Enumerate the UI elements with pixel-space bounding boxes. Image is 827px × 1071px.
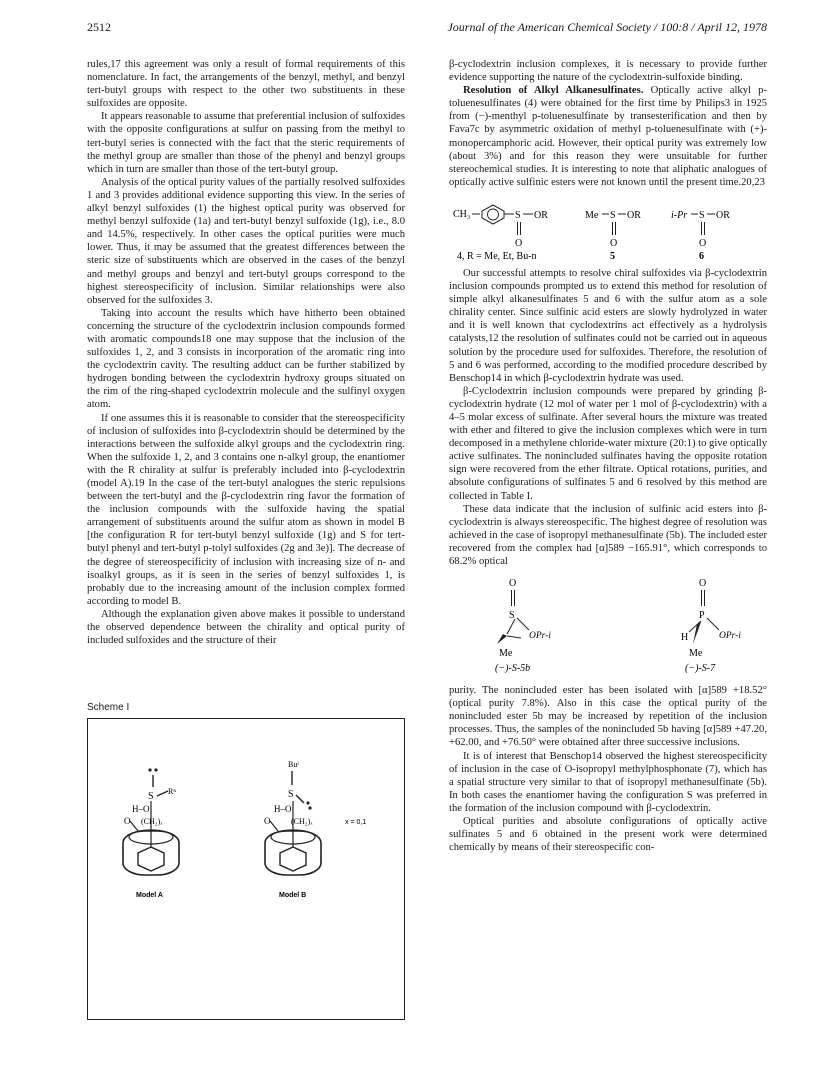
sulfinate-structures — [449, 195, 767, 263]
s7-h: H — [681, 632, 689, 644]
right-paragraph-1: β-cyclodextrin inclusion complexes, it is necessary to provide further evidence supporting the nature of the cyclodextrin-sulfoxide binding. — [449, 59, 767, 84]
model-b-but: Buᵗ — [288, 760, 299, 769]
struct4-or: OR — [534, 209, 548, 221]
model-b-label: Model B — [279, 892, 307, 899]
struct5-me: Me — [585, 209, 599, 221]
s7-me: Me — [689, 648, 703, 660]
struct6-label: 6 — [699, 250, 704, 262]
model-a-structure — [123, 768, 179, 899]
model-a-ho: H–O — [132, 804, 150, 814]
model-b-o: O — [264, 816, 271, 826]
scheme-drawing — [88, 719, 404, 1019]
struct4-s: S — [515, 209, 521, 221]
left-paragraph-3: Analysis of the optical purity values of the partially resolved sulfoxides 1 and 3 provides additional evidence supporting this view. In the series of alkyl benzyl sulfoxides (1) the highest optical purity was observed for methyl benzyl sulfoxide (1a) and tert-butyl benzyl sulfoxide (1g), i.e., 8.0 and 14.5%, respectively. In other cases the optical purities were much lower. Thus, it may be assumed that the greatest differences between the steric size of substituents which are observed in the cases of the benzyl and methyl groups and benzyl and tert-butyl groups correspond to the highest stereospecificity of inclusion. Similar relationships were also observed for the sulfoxides 3. — [87, 176, 405, 306]
s7-label: (−)-S-7 — [685, 663, 716, 675]
struct6-ipr: i-Pr — [671, 209, 688, 221]
scheme-x-note: x = 0,1 — [345, 819, 367, 826]
struct5-s: S — [610, 209, 616, 221]
struct4-o: O — [515, 237, 523, 249]
left-paragraph-2: It appears reasonable to assume that preferential inclusion of sulfoxides with the opposite configurations at sulfur on passing from the methyl to tert-butyl series is connected with the fact that the steric requirements of the methyl group are smaller than those of the phenyl and benzyl groups which in turn are smaller than those of the tert-butyl group. — [87, 111, 405, 175]
struct5-or: OR — [627, 209, 641, 221]
model-a-ch2x: (CH₂)ₓ — [141, 817, 163, 826]
model-a-sulfur: S — [148, 791, 154, 802]
left-paragraph-6: Although the explanation given above makes it possible to understand the observed dependence between the chirality and optical purity of included sulfoxides and the structure of their — [87, 608, 405, 647]
right-paragraph-4: β-Cyclodextrin inclusion compounds were prepared by grinding β-cyclodextrin hydrate (12 mol of water per 1 mol of β-cyclodextrin) with a 4–5 molar excess of sulfinate. After several hours the mixture was treated with ether and filtered to give the inclusion complexes which were in turn decomposed in a methylene chloride-water mixture (20:1) to give optically active sulfinates. The nonincluded sulfinates having the opposite rotation sign were recovered from the ether filtrate. Optical rotations, purities, and absolute configurations of sulfinates 5 and 6 resolved by this method are collected in Table I. — [449, 385, 768, 502]
struct6-or: OR — [716, 209, 730, 221]
s5b-o: O — [509, 578, 517, 590]
left-paragraph-4: Taking into account the results which have hitherto been obtained concerning the structure of the cyclodextrin inclusion compounds formed with aromatic compounds18 one may suppose that the inclusion of the sulfoxides 1, 2, and 3 consists in incorporation of the aromatic ring into the cyclodextrin cavity. The resulting adduct can be further stabilized by hydrogen bonding between the cyclodextrin hydroxy groups situated on the rim of the ring-shaped cyclodextrin molecule and the sulfinyl oxygen atom. — [87, 307, 405, 411]
s5b-label: (−)-S-5b — [495, 663, 531, 675]
s7-p: P — [699, 610, 705, 622]
model-b-structure — [264, 760, 321, 899]
s7-o: O — [699, 578, 707, 590]
struct4-ch3: CH₃ — [453, 208, 471, 220]
left-paragraph-1: rules,17 this agreement was only a result of formal requirements of this nomenclature. In fact, the arrangements of the benzyl, methyl, and benzyl tert-butyl groups with respect to the other two substituents in these sulfoxides are opposite. — [87, 59, 405, 110]
right-paragraph-6: purity. The nonincluded ester has been isolated with [α]589 +18.52° (optical purity 7.8%). Also in this case the optical purity of the nonincluded ester 5b may be increased by repetition of the inclusion processes. Thus, the samples of the nonincluded 5b having [α]589 +47.20, +62.00, and +76.50° were obtained after three successive inclusions. — [449, 685, 767, 749]
left-column — [87, 58, 405, 647]
s5b-s: S — [509, 610, 515, 622]
right-paragraph-8: Optical purities and absolute configurations of optically active sulfinates 5 and 6 obtained in the present work were determined chemically by means of their stereospecific con- — [449, 816, 767, 854]
right-paragraph-5: These data indicate that the inclusion of sulfinic acid esters into β-cyclodextrin is always stereospecific. The highest degree of resolution was achieved in the case of isopropyl methanesulfinate (5b). The included ester recovered from the complex had [α]589 −165.91°, which corresponds to 68.2% optical — [449, 503, 767, 567]
model-a-o: O — [124, 816, 131, 826]
s5b-opri: OPr-i — [529, 631, 551, 642]
struct6-o: O — [699, 237, 707, 249]
struct5-o: O — [610, 237, 618, 249]
s5b-me: Me — [499, 648, 513, 660]
right-paragraph-7: It is of interest that Benschop14 observed the highest stereospecificity of inclusion in the case of O-isopropyl methylphosphonate (7), which has a spatial structure very similar to that of isopropyl methanesulfinate (5b). In both cases the enantiomer having the configuration S was preferred in the formation of the inclusion compound with β-cyclodextrin. — [449, 750, 767, 814]
model-b-ho: H–O — [274, 804, 292, 814]
scheme-title: Scheme I — [87, 702, 130, 713]
struct4-label: 4, R = Me, Et, Bu-n — [457, 250, 537, 262]
page-number: 2512 — [87, 20, 111, 34]
model-b-sulfur: S — [288, 789, 294, 800]
journal-citation: Journal of the American Chemical Society / 100:8 / April 12, 1978 — [447, 20, 767, 34]
right-paragraph-2 — [449, 84, 767, 189]
scheme-figure — [87, 718, 405, 1020]
left-paragraph-5: If one assumes this it is reasonable to consider that the stereospecificity of inclusion of sulfoxides into β-cyclodextrin should be determined by the interactions between the sulfoxide alkyl groups and the cyclodextrin ring. When the sulfoxide 1, 2, and 3 contains one n-alkyl group, the enantiomer with the R chirality at sulfur is preferably included into β-cyclodextrin (model A).19 In the case of the tert-butyl analogues the steric repulsions between the tert-butyl and the β-cyclodextrin ring favor the formation of the inclusion compounds with the sulfoxide having the spatial arrangement of substituents around the sulfur atom as shown in model B [the configuration R for tert-butyl benzyl sulfoxide (1g) and S for tert-butyl phenyl and tert-butyl p-tolyl sulfoxides (2g and 3e)]. The decrease of the degree of stereospecificity of inclusion with increasing size of n- and isoalkyl groups, as it is seen in the series of benzyl sulfoxides 1, is probably due to the increasing amount of the inclusion complex formed according to model B. — [87, 412, 405, 607]
right-column — [449, 58, 767, 854]
model-a-rn: Rⁿ — [168, 787, 176, 796]
stereo-structures — [449, 574, 767, 678]
right-paragraph-3: Our successful attempts to resolve chiral sulfoxides via β-cyclodextrin inclusion compounds prompted us to extend this method for resolution of simple alkyl alkanesulfinates 5 and 6 with the sulfur atom as a sole chirality center. Since sulfinic acid esters are slowly hydrolyzed in water and it is well known that cyclodextrins act effectively as a hydrolysis catalysts,12 the resolution of sulfinates could not be carried out in aqueous solution by the procedure used for sulfoxides. Therefore, the resolution of 5 and 6 was performed, according to the modified procedure described by Benschop14 in which β-cyclodextrin hydrate was used. — [449, 267, 767, 384]
section-heading: Resolution of Alkyl Alkanesulfinates. — [463, 85, 644, 97]
struct6-s: S — [699, 209, 705, 221]
stereo-structures-drawing — [449, 574, 767, 678]
right-paragraph-2-body: Optically active alkyl p-toluenesulfinates (4) were obtained for the first time by Philips3 in 1925 from (−)-menthyl p-toluenesulfinate by transesterification and then by Fava7c by asymmetric oxidation of methyl p-toluenesulfinate with (+)-monopercamphoric acid. However, their optical purity was extremely low (about 3%) and for this reason they were unsuitable for further stereochemical studies. It is interesting to note that aliphatic analogues of optically active sulfinic esters were not known until the present time.20,23 — [449, 85, 767, 188]
sulfinate-structures-drawing — [449, 195, 767, 263]
model-b-ch2x: (CH₂)ₓ — [291, 817, 313, 826]
s7-opri: OPr-i — [719, 631, 741, 642]
model-a-label: Model A — [136, 892, 163, 899]
struct5-label: 5 — [610, 250, 615, 262]
